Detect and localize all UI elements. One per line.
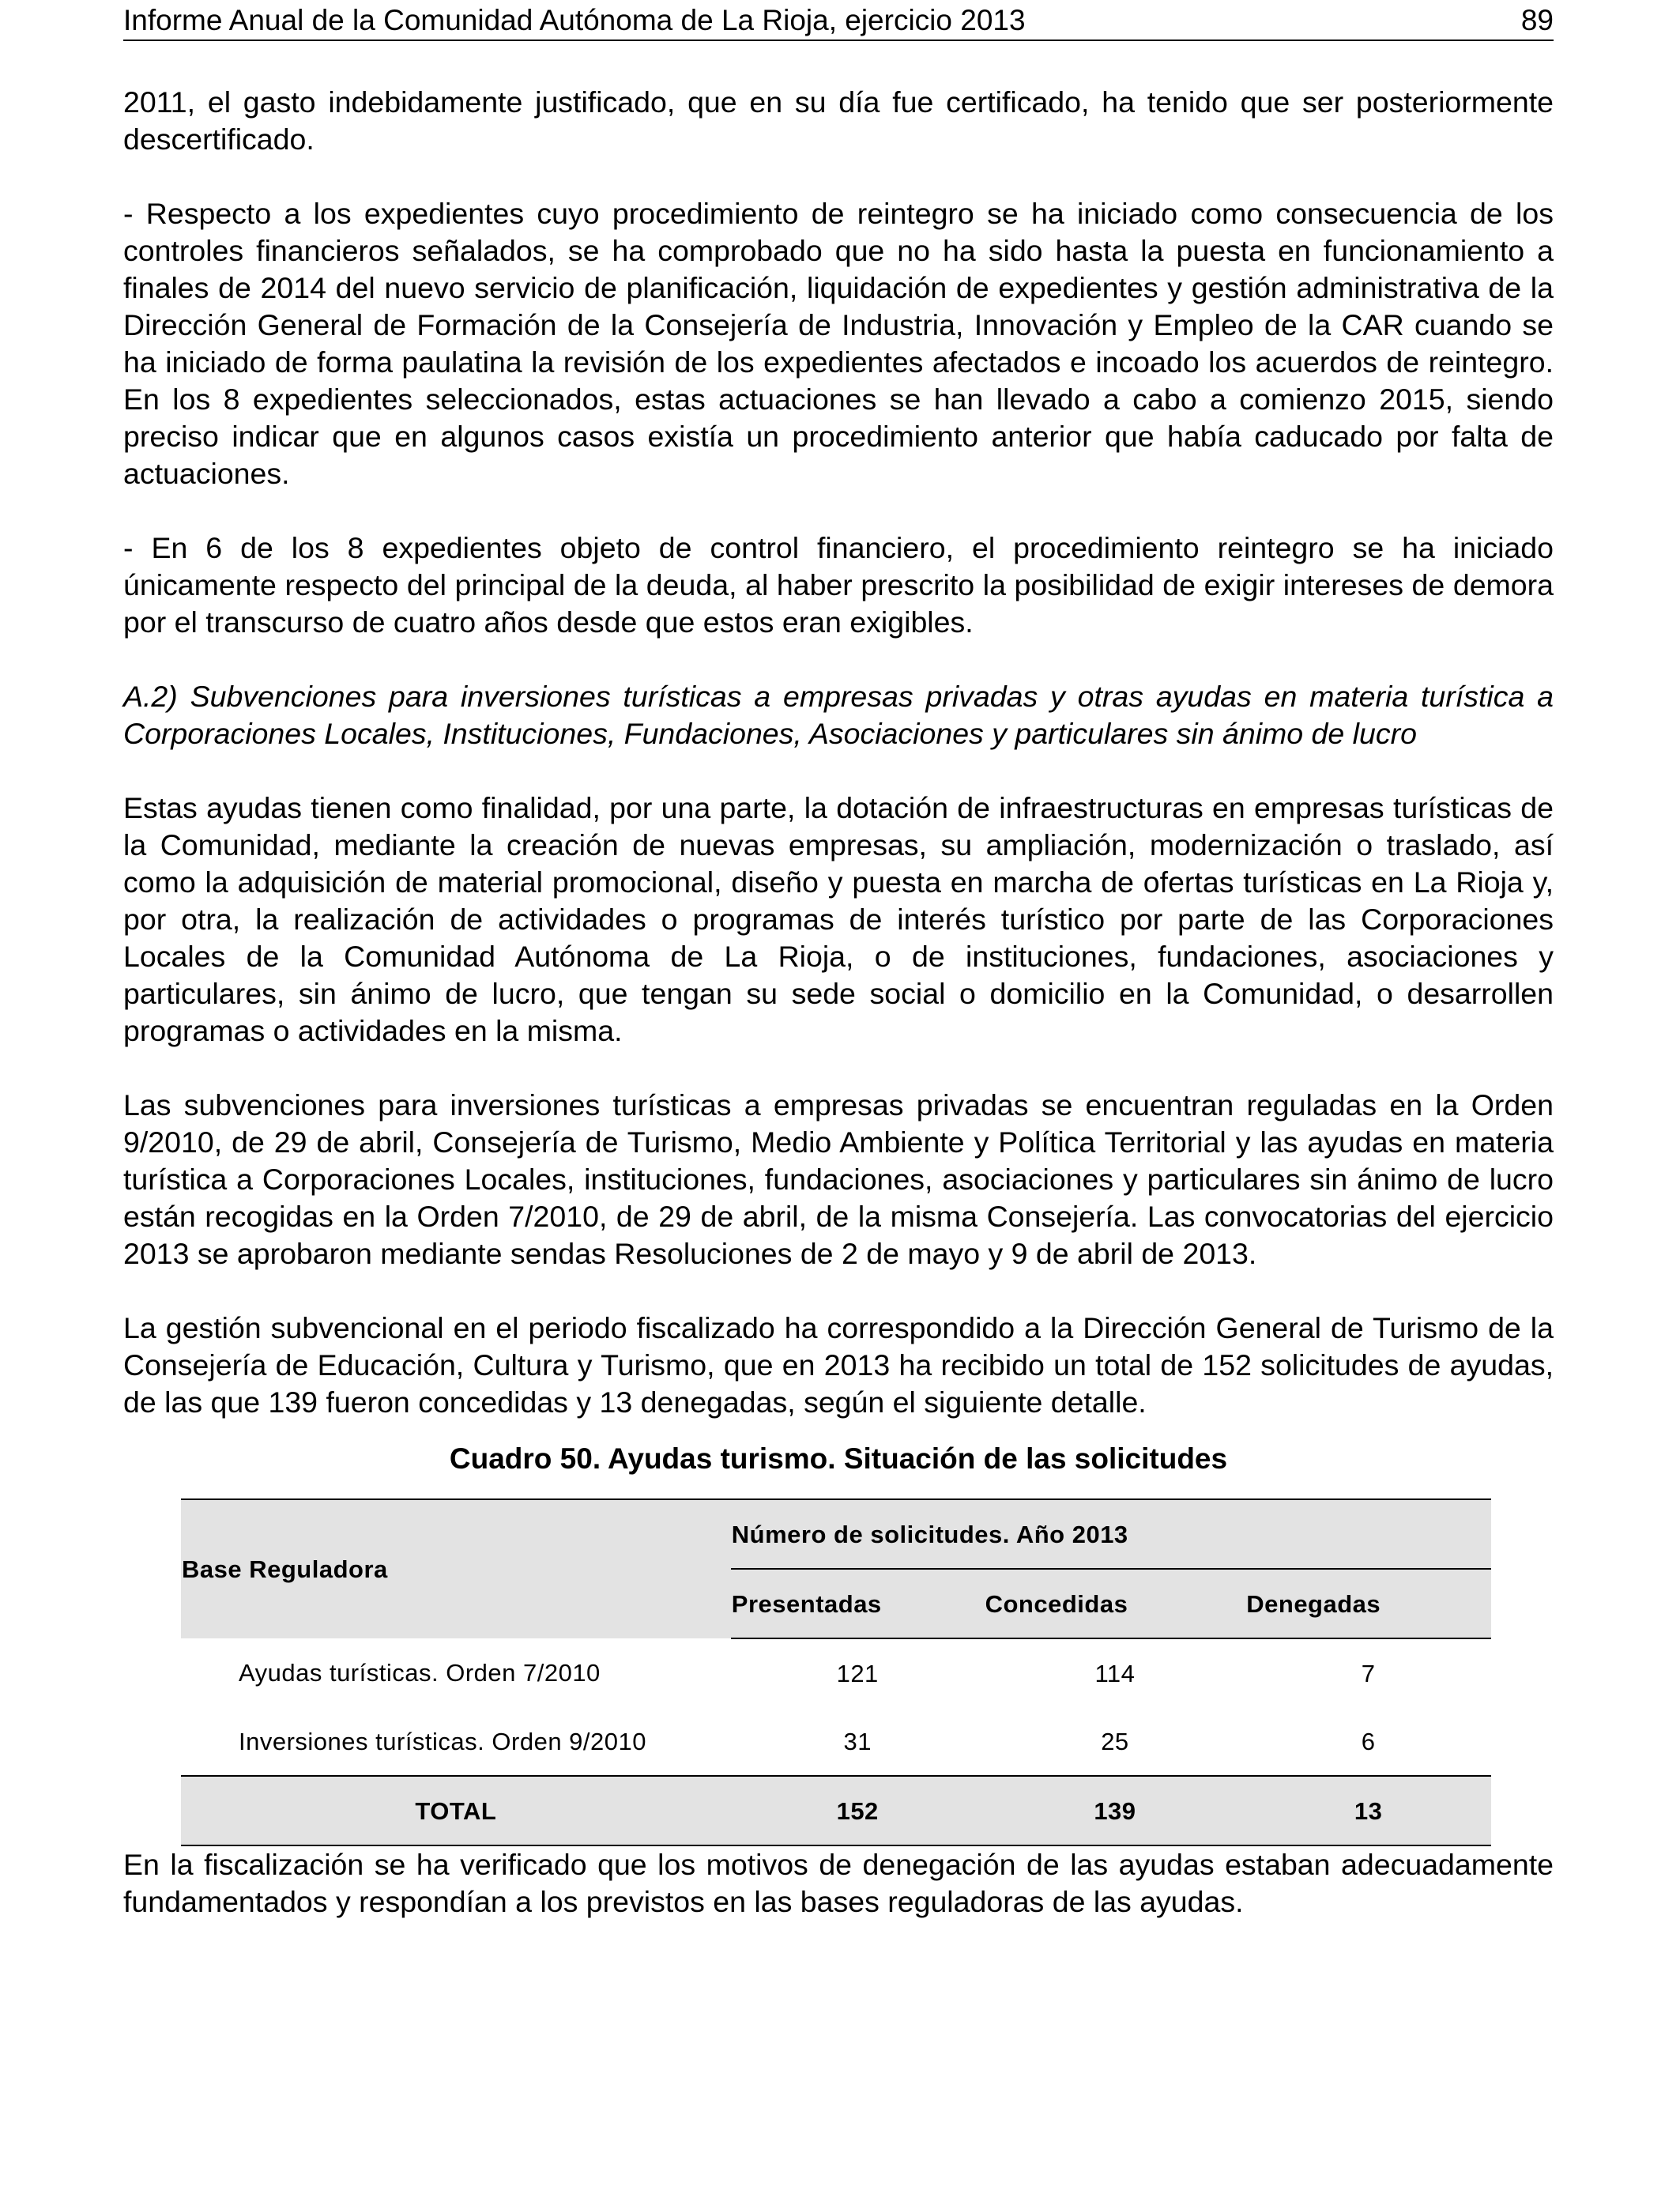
total-label: TOTAL <box>181 1776 731 1845</box>
total-value: 13 <box>1245 1776 1491 1845</box>
cell-value: 121 <box>836 1659 879 1687</box>
cell-value: 31 <box>843 1727 872 1755</box>
paragraph: - En 6 de los 8 expedientes objeto de control financiero, el procedimiento reintegro se ha iniciado únicamente respecto del principal de la deuda, al haber prescrito la posibilidad de exigir intereses de demora por el transcurso de cuatro años desde que estos eran exigibles. <box>123 531 1554 639</box>
col-header: Presentadas <box>731 1569 985 1638</box>
cell-value: 25 <box>1101 1727 1129 1755</box>
section-heading: A.2) Subvenciones para inversiones turísticas a empresas privadas y otras ayudas en materia turística a Corporaciones Locales, Instituciones, Fundaciones, Asociaciones y particulares sin ánimo de lucro <box>123 680 1554 750</box>
paragraph: - Respecto a los expedientes cuyo procedimiento de reintegro se ha iniciado como consecuencia de los controles financieros señalados, se ha comprobado que no ha sido hasta la puesta en funcionamiento a finales de 2014 del nuevo servicio de planificación, liquidación de expedientes y gestión administrativa de la Dirección General de Formación de la Consejería de Industria, Innovación y Empleo de la CAR cuando se ha iniciado de forma paulatina la revisión de los expedientes afectados e incoado los acuerdos de reintegro. En los 8 expedientes seleccionados, estas actuaciones se han llevado a cabo a comienzo 2015, siendo preciso indicar que en algunos casos existía un procedimiento anterior que había caducado por falta de actuaciones. <box>123 197 1554 490</box>
total-value: 139 <box>985 1776 1246 1845</box>
cell-value: 114 <box>1094 1659 1136 1687</box>
header-group: Número de solicitudes. Año 2013 <box>731 1499 1491 1569</box>
cell-value: 7 <box>1361 1659 1376 1687</box>
paragraph: Las subvenciones para inversiones turísticas a empresas privadas se encuentran reguladas en la Orden 9/2010, de 29 de abril, Consejería de Turismo, Medio Ambiente y Política Territorial y las ayudas en materia turística a Corporaciones Locales, instituciones, fundaciones, asociaciones y particulares sin ánimo de lucro están recogidas en la Orden 7/2010, de 29 de abril, de la misma Consejería. Las convocatorias del ejercicio 2013 se aprobaron mediante sendas Resoluciones de 2 de mayo y 9 de abril de 2013. <box>123 1088 1554 1270</box>
col-header: Denegadas <box>1245 1569 1491 1638</box>
row-label: Inversiones turísticas. Orden 9/2010 <box>239 1727 646 1755</box>
table-row <box>181 1707 1491 1776</box>
paragraph: 2011, el gasto indebidamente justificado, que en su día fue certificado, ha tenido que ser posteriormente descertificado. <box>123 85 1554 156</box>
table-row <box>181 1638 1491 1707</box>
table-caption: Cuadro 50. Ayudas turismo. Situación de las solicitudes <box>449 1442 1228 1475</box>
row-label: Ayudas turísticas. Orden 7/2010 <box>239 1659 601 1687</box>
document-body <box>123 84 1554 1958</box>
col-header: Concedidas <box>985 1569 1246 1638</box>
cell-value: 6 <box>1361 1727 1376 1755</box>
header-base: Base Reguladora <box>181 1499 731 1638</box>
solicitudes-table <box>181 1498 1491 1846</box>
total-value: 152 <box>731 1776 985 1845</box>
header-title: Informe Anual de la Comunidad Autónoma de La Rioja, ejercicio 2013 <box>123 4 1026 36</box>
paragraph: La gestión subvencional en el periodo fiscalizado ha correspondido a la Dirección General de Turismo de la Consejería de Educación, Cultura y Turismo, que en 2013 ha recibido un total de 152 solicitudes de ayudas, de las que 139 fueron concedidas y 13 denegadas, según el siguiente detalle. <box>123 1311 1554 1419</box>
paragraph: Estas ayudas tienen como finalidad, por una parte, la dotación de infraestructuras en empresas turísticas de la Comunidad, mediante la creación de nuevas empresas, su ampliación, modernización o traslado, así como la adquisición de material promocional, diseño y puesta en marcha de ofertas turísticas en La Rioja y, por otra, la realización de actividades o programas de interés turístico por parte de las Corporaciones Locales de la Comunidad Autónoma de La Rioja, o de instituciones, fundaciones, asociaciones y particulares, sin ánimo de lucro, que tengan su sede social o domicilio en la Comunidad, o desarrollen programas o actividades en la misma. <box>123 791 1554 1047</box>
page-number: 89 <box>1520 4 1554 36</box>
closing-paragraph: En la fiscalización se ha verificado que los motivos de denegación de las ayudas estaban adecuadamente fundamentados y respondían a los previstos en las bases reguladoras de las ayudas. <box>123 1848 1554 1918</box>
total-row <box>181 1776 1491 1845</box>
page-header <box>123 5 1554 41</box>
